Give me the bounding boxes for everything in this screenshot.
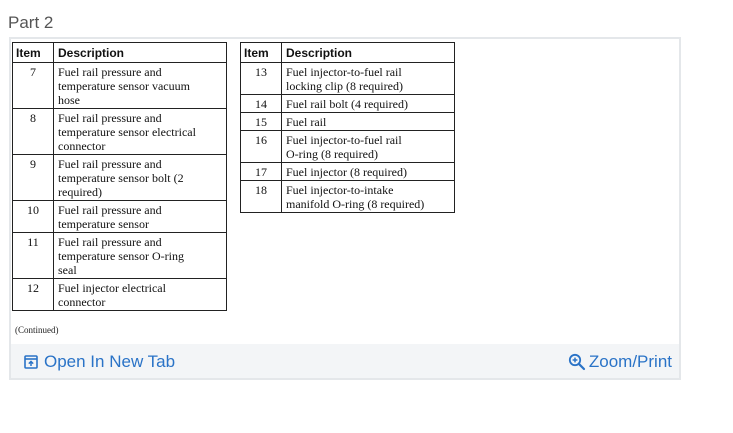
item-number: 8 (13, 109, 54, 155)
item-description (54, 109, 227, 155)
open-in-new-tab-label: Open In New Tab (44, 352, 176, 371)
item-number: 15 (241, 113, 282, 131)
image-toolbar (11, 344, 679, 378)
item-description (54, 233, 227, 279)
continued-note: (Continued) (15, 325, 59, 335)
table-row (241, 163, 455, 181)
description-line: Fuel rail (286, 115, 327, 129)
item-column-header: Item (241, 43, 282, 63)
description-line: hose (58, 93, 80, 107)
table-row (13, 63, 227, 109)
description-column-header: Description (282, 43, 455, 63)
description-line: connector (58, 139, 106, 153)
description-line: Fuel injector (8 required) (286, 165, 407, 179)
open-new-tab-icon (24, 355, 38, 369)
item-description (282, 95, 455, 113)
description-line: Fuel injector-to-fuel rail (286, 65, 402, 79)
description-line: temperature sensor vacuum (58, 79, 190, 93)
table-row (241, 131, 455, 163)
table-row (241, 63, 455, 95)
description-line: Fuel injector-to-intake (286, 183, 394, 197)
description-line: temperature sensor bolt (2 (58, 171, 184, 185)
zoom-print-button[interactable] (568, 351, 672, 373)
table-row (13, 279, 227, 311)
description-line: manifold O-ring (8 required) (286, 197, 425, 211)
item-number: 13 (241, 63, 282, 95)
description-line: seal (58, 263, 77, 277)
item-number: 7 (13, 63, 54, 109)
open-in-new-tab-button[interactable] (24, 351, 175, 373)
item-number: 16 (241, 131, 282, 163)
description-line: temperature sensor (58, 217, 149, 231)
item-number: 11 (13, 233, 54, 279)
table-row (241, 113, 455, 131)
description-column-header: Description (54, 43, 227, 63)
table-row (13, 155, 227, 201)
image-viewer-frame (9, 37, 681, 380)
table-row (13, 201, 227, 233)
table-row (241, 181, 455, 213)
description-line: Fuel rail pressure and (58, 111, 162, 125)
description-line: connector (58, 295, 106, 309)
item-description (54, 279, 227, 311)
description-line: O-ring (8 required) (286, 147, 378, 161)
zoom-icon (568, 353, 586, 371)
table-header-row (241, 43, 455, 63)
table-header-row (13, 43, 227, 63)
item-column-header: Item (13, 43, 54, 63)
item-description (54, 155, 227, 201)
description-line: Fuel rail bolt (4 required) (286, 97, 408, 111)
parts-table-left (12, 42, 227, 311)
table-row (241, 95, 455, 113)
description-line: locking clip (8 required) (286, 79, 403, 93)
table-row (13, 233, 227, 279)
description-line: Fuel rail pressure and (58, 65, 162, 79)
description-line: temperature sensor electrical (58, 125, 196, 139)
item-number: 9 (13, 155, 54, 201)
item-number: 14 (241, 95, 282, 113)
document-image (11, 39, 679, 346)
item-description (54, 63, 227, 109)
item-description (54, 201, 227, 233)
item-number: 12 (13, 279, 54, 311)
item-number: 10 (13, 201, 54, 233)
zoom-print-label: Zoom/Print (588, 352, 672, 371)
part-title: Part 2 (8, 13, 54, 32)
parts-table-right (240, 42, 455, 213)
item-number: 18 (241, 181, 282, 213)
item-description (282, 113, 455, 131)
item-number: 17 (241, 163, 282, 181)
item-description (282, 131, 455, 163)
description-line: Fuel rail pressure and (58, 203, 162, 217)
description-line: temperature sensor O-ring (58, 249, 184, 263)
description-line: Fuel injector-to-fuel rail (286, 133, 402, 147)
description-line: Fuel injector electrical (58, 281, 166, 295)
description-line: Fuel rail pressure and (58, 235, 162, 249)
item-description (282, 163, 455, 181)
item-description (282, 181, 455, 213)
table-row (13, 109, 227, 155)
description-line: required) (58, 185, 102, 199)
item-description (282, 63, 455, 95)
description-line: Fuel rail pressure and (58, 157, 162, 171)
